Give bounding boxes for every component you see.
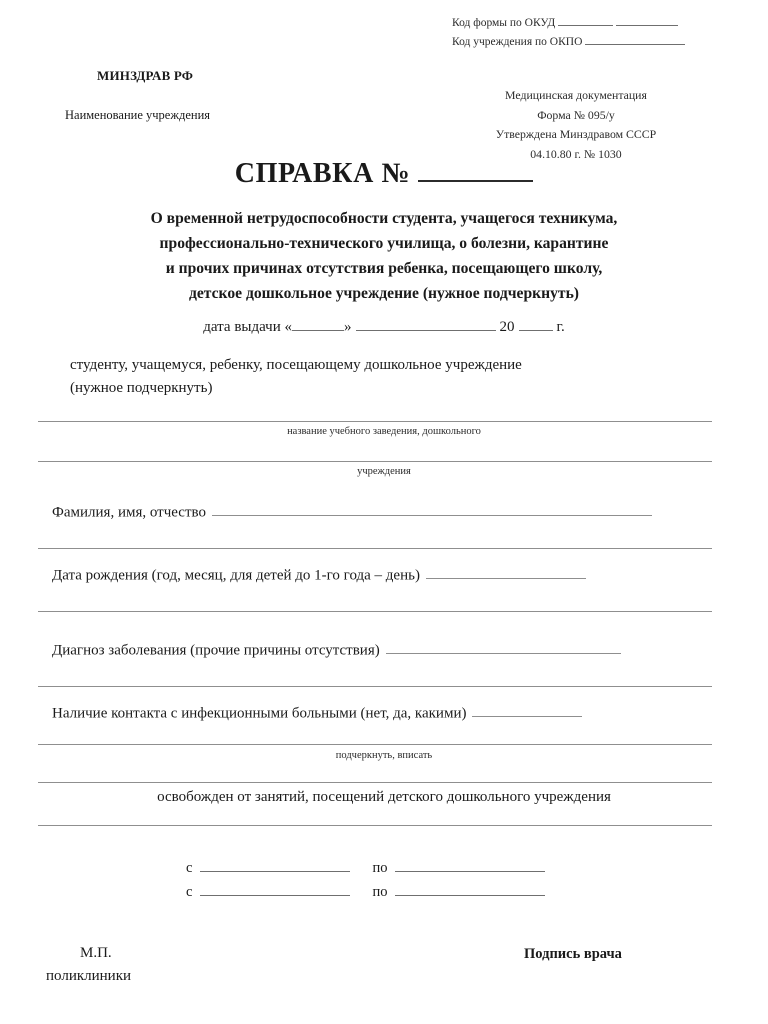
issue-date-line bbox=[0, 318, 768, 336]
school-name-rule-1[interactable] bbox=[38, 421, 712, 422]
ministry-title: МИНЗДРАВ РФ bbox=[97, 68, 194, 83]
institution-caption: учреждения bbox=[357, 466, 411, 477]
fio-field-row bbox=[52, 503, 652, 521]
underline-write-caption: подчеркнуть, вписать bbox=[335, 750, 433, 761]
issue-date-prefix: дата выдачи « bbox=[203, 319, 292, 335]
stamp-clinic-label: поликлиники bbox=[46, 968, 132, 984]
period-to-blank[interactable] bbox=[395, 859, 545, 872]
institution-name-label: Наименование учреждения bbox=[65, 108, 211, 122]
birth-date-field-row bbox=[52, 566, 586, 584]
released-statement: освобожден от занятий, посещений детского дошкольного учреждения bbox=[157, 789, 611, 805]
infection-contact-input-blank[interactable] bbox=[472, 704, 582, 717]
form-subtitle bbox=[0, 206, 768, 306]
okud-code-row bbox=[452, 14, 752, 33]
issue-year-prefix: 20 bbox=[499, 319, 515, 335]
document-meta-block bbox=[448, 86, 704, 164]
okud-blank-2[interactable] bbox=[616, 15, 678, 26]
subtitle-line-4: детское дошкольное учреждение (нужное подчеркнуть) bbox=[188, 285, 580, 302]
page-title-text: СПРАВКА № bbox=[234, 158, 411, 189]
period-row bbox=[186, 856, 545, 880]
okpo-blank[interactable] bbox=[585, 34, 685, 45]
issue-date-quote: » bbox=[344, 319, 352, 335]
okud-blank-1[interactable] bbox=[558, 15, 613, 26]
issue-month-blank[interactable] bbox=[356, 318, 496, 331]
period-from-blank-2[interactable] bbox=[200, 883, 350, 896]
period-to-label-2: по bbox=[372, 884, 388, 900]
table-row bbox=[186, 880, 545, 904]
infection-contact-rule-continuation[interactable] bbox=[38, 744, 712, 745]
okud-label: Код формы по ОКУД bbox=[452, 17, 556, 29]
doc-meta-line-1: Медицинская документация bbox=[505, 88, 647, 102]
form-codes-block bbox=[452, 14, 752, 52]
subtitle-line-2: профессионально-технического училища, о болезни, карантине bbox=[159, 235, 609, 252]
released-rule-bottom[interactable] bbox=[38, 825, 712, 826]
diagnosis-input-blank[interactable] bbox=[386, 641, 621, 654]
period-to-label: по bbox=[372, 860, 388, 876]
page-title bbox=[0, 158, 768, 190]
issue-day-blank[interactable] bbox=[292, 318, 344, 331]
fio-label: Фамилия, имя, отчество bbox=[52, 504, 206, 521]
okpo-code-row bbox=[452, 33, 752, 52]
fio-rule-continuation[interactable] bbox=[38, 548, 712, 549]
okpo-label: Код учреждения по ОКПО bbox=[452, 36, 583, 48]
period-from-blank[interactable] bbox=[200, 859, 350, 872]
addressee-paragraph bbox=[70, 354, 710, 400]
doc-meta-line-4: 04.10.80 г. № 1030 bbox=[530, 146, 622, 161]
period-rows bbox=[186, 856, 545, 904]
school-name-caption: название учебного заведения, дошкольного bbox=[287, 426, 481, 437]
doctor-signature-label: Подпись врача bbox=[524, 946, 622, 962]
period-to-blank-2[interactable] bbox=[395, 883, 545, 896]
subtitle-line-3: и прочих причинах отсутствия ребенка, посещающего школу, bbox=[165, 260, 603, 277]
released-rule-top[interactable] bbox=[38, 782, 712, 783]
addressee-line-2: (нужное подчеркнуть) bbox=[70, 380, 213, 396]
addressee-line-1: студенту, учащемуся, ребенку, посещающему дошкольное учреждение bbox=[70, 357, 522, 373]
subtitle-line-1: О временной нетрудоспособности студента, учащегося техникума, bbox=[150, 210, 618, 227]
certificate-number-blank[interactable] bbox=[418, 160, 533, 182]
infection-contact-label: Наличие контакта с инфекционными больными (нет, да, какими) bbox=[52, 705, 467, 722]
birth-date-label: Дата рождения (год, месяц, для детей до 1-го года – день) bbox=[52, 567, 420, 584]
issue-year-blank[interactable] bbox=[519, 318, 553, 331]
birth-date-rule-continuation[interactable] bbox=[38, 611, 712, 612]
period-from-label-2: с bbox=[186, 884, 193, 900]
stamp-mp-label: М.П. bbox=[80, 945, 112, 961]
school-name-rule-2[interactable] bbox=[38, 461, 712, 462]
period-from-label: с bbox=[186, 860, 193, 876]
diagnosis-field-row bbox=[52, 641, 621, 659]
diagnosis-label: Диагноз заболевания (прочие причины отсутствия) bbox=[52, 642, 380, 659]
fio-input-blank[interactable] bbox=[212, 503, 652, 516]
doc-meta-line-3: Утверждена Минздравом СССР bbox=[495, 127, 657, 141]
stamp-block bbox=[46, 942, 131, 988]
infection-contact-field-row bbox=[52, 704, 582, 722]
diagnosis-rule-continuation[interactable] bbox=[38, 686, 712, 687]
doc-meta-line-2: Форма № 095/у bbox=[537, 107, 615, 122]
issue-date-suffix: г. bbox=[556, 319, 565, 335]
birth-date-input-blank[interactable] bbox=[426, 566, 586, 579]
